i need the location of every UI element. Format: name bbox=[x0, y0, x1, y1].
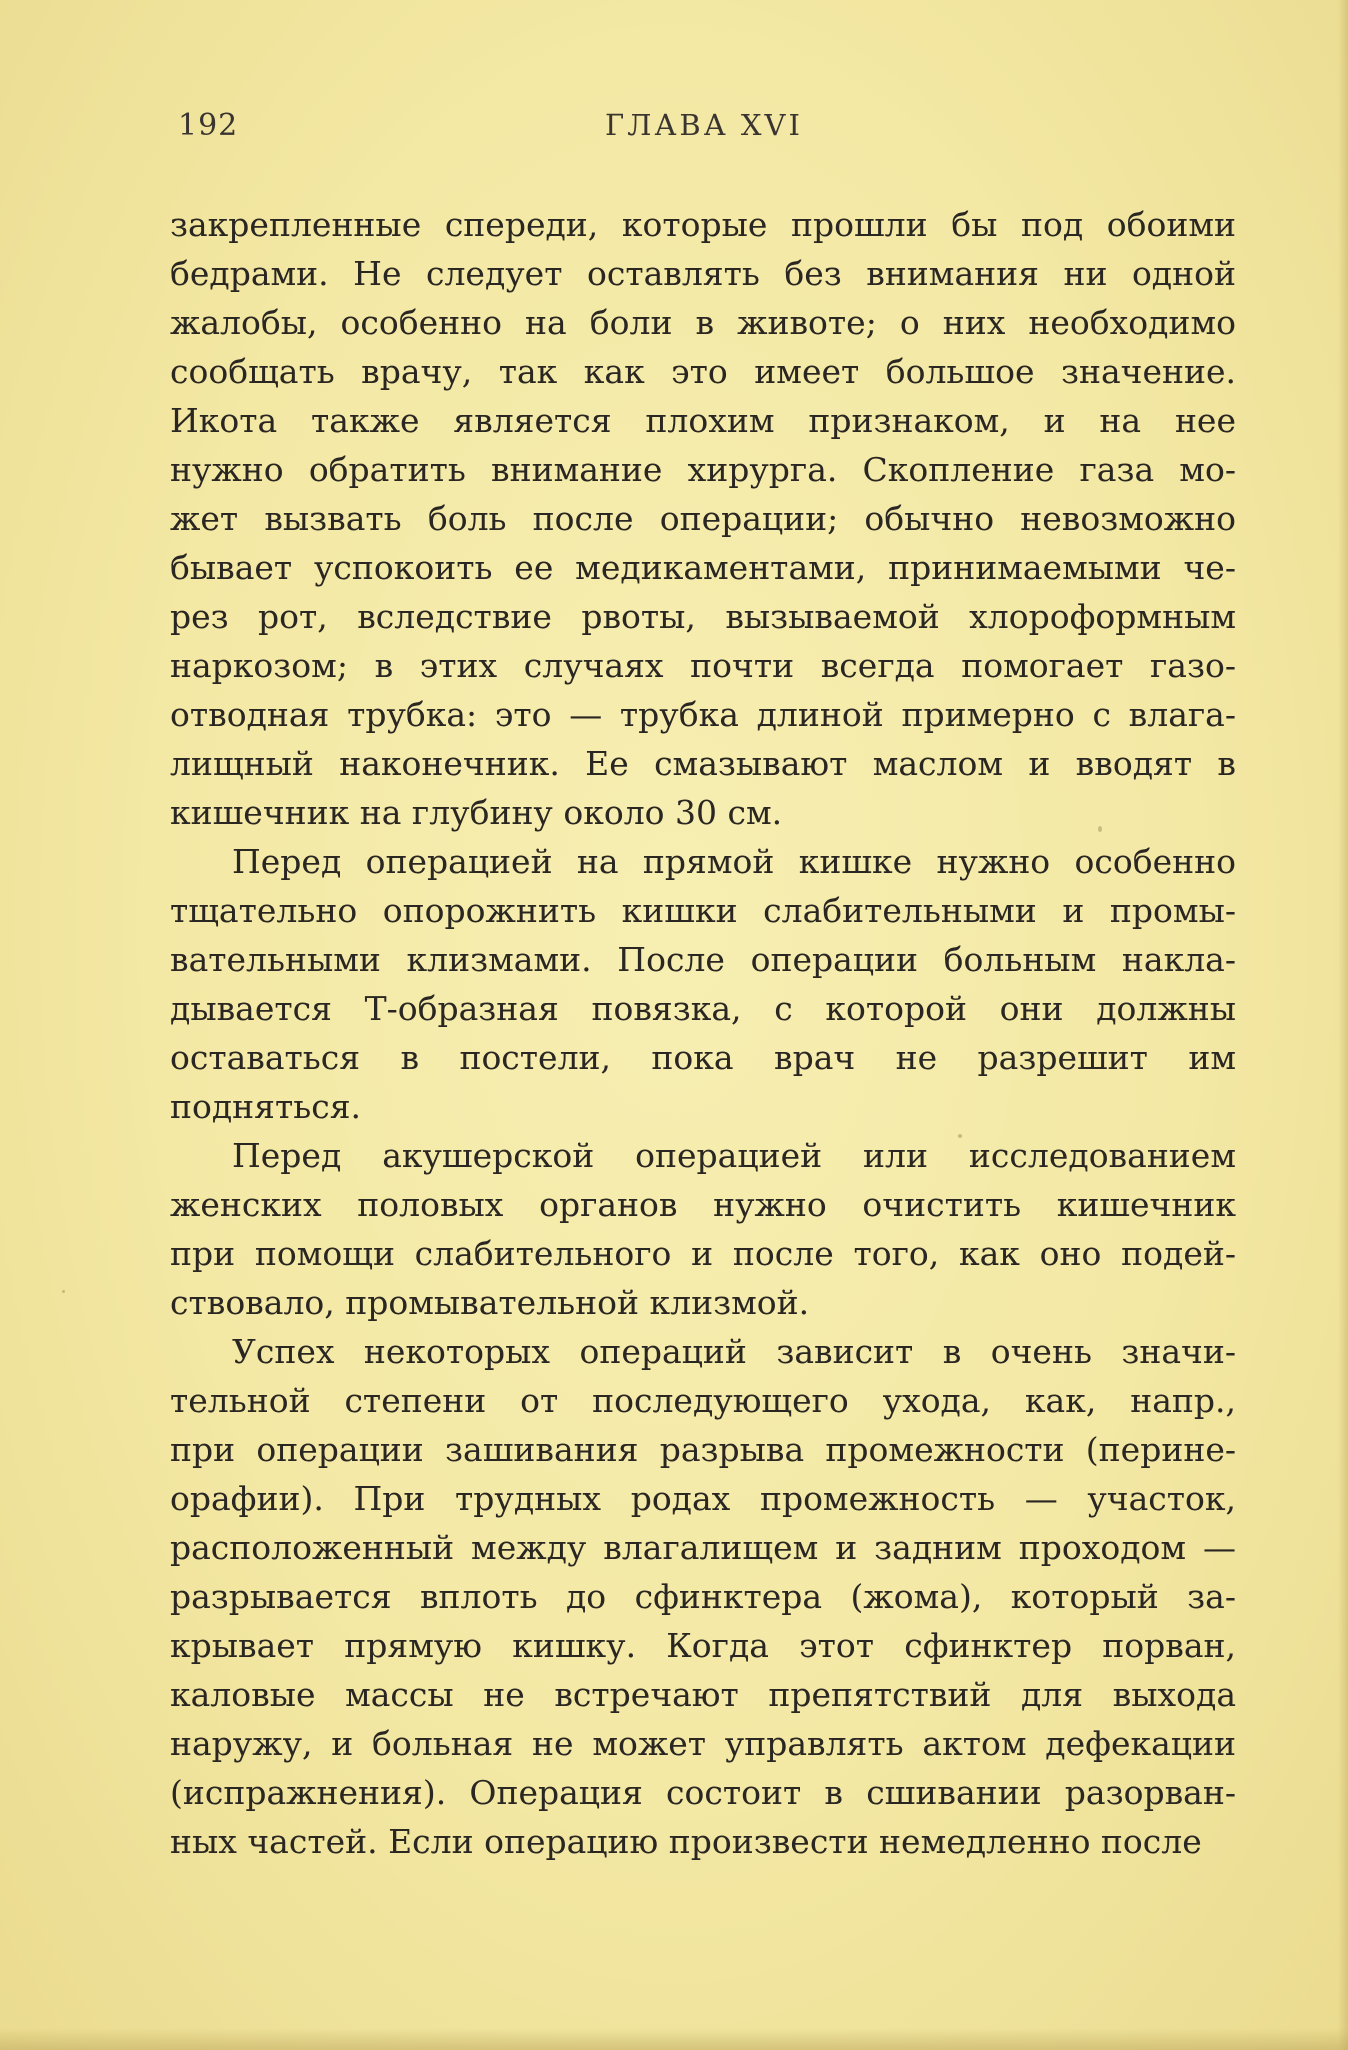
text-line: Перед операцией на прямой кишке нужно особенно bbox=[232, 842, 1236, 881]
text-line: подняться. bbox=[170, 1087, 362, 1126]
text-line: тельной степени от последующего ухода, как, напр., bbox=[170, 1381, 1236, 1420]
text-line: ных частей. Если операцию произвести немедленно после bbox=[170, 1822, 1202, 1861]
paragraph-1 bbox=[170, 200, 1236, 837]
text-line: расположенный между влагалищем и задним проходом — bbox=[170, 1528, 1236, 1567]
text-line: женских половых органов нужно очистить кишечник bbox=[170, 1185, 1236, 1224]
text-line: наружу, и больная не может управлять актом дефекации bbox=[170, 1724, 1236, 1763]
paragraph-2 bbox=[170, 837, 1236, 1131]
page-edge-shadow bbox=[0, 2028, 1348, 2050]
text-line: отводная трубка: это — трубка длиной примерно с влага- bbox=[170, 695, 1236, 734]
text-line: наркозом; в этих случаях почти всегда помогает газо- bbox=[170, 646, 1236, 685]
page-number: 192 bbox=[178, 108, 239, 143]
paragraph-3 bbox=[170, 1131, 1236, 1327]
text-line: рез рот, вследствие рвоты, вызываемой хлороформным bbox=[170, 597, 1236, 636]
text-line: вательными клизмами. После операции больным накла- bbox=[170, 940, 1236, 979]
text-line: при помощи слабительного и после того, как оно подей- bbox=[170, 1234, 1236, 1273]
text-line: сообщать врачу, так как это имеет большое значение. bbox=[170, 352, 1236, 391]
page-header bbox=[170, 108, 1238, 148]
running-head: ГЛАВА XVI bbox=[605, 108, 803, 142]
text-line: дывается Т-образная повязка, с которой они должны bbox=[170, 989, 1236, 1028]
paper-speck bbox=[958, 1134, 962, 1138]
text-line: жалобы, особенно на боли в животе; о них необходимо bbox=[170, 303, 1236, 342]
page-edge-shadow bbox=[1338, 0, 1348, 2050]
text-line: закрепленные спереди, которые прошли бы под обоими bbox=[170, 205, 1236, 244]
text-line: жет вызвать боль после операции; обычно невозможно bbox=[170, 499, 1236, 538]
text-line: каловые массы не встречают препятствий для выхода bbox=[170, 1675, 1236, 1714]
paper-speck bbox=[62, 1290, 65, 1293]
body-text bbox=[170, 200, 1236, 1866]
paper-speck bbox=[1098, 826, 1102, 832]
text-line: бывает успокоить ее медикаментами, принимаемыми че- bbox=[170, 548, 1236, 587]
text-line: ствовало, промывательной клизмой. bbox=[170, 1283, 810, 1322]
text-line: Успех некоторых операций зависит в очень значи- bbox=[232, 1332, 1236, 1371]
text-line: нужно обратить внимание хирурга. Скопление газа мо- bbox=[170, 450, 1236, 489]
text-line: при операции зашивания разрыва промежности (перине- bbox=[170, 1430, 1236, 1469]
text-line: кишечник на глубину около 30 см. bbox=[170, 793, 783, 832]
text-line: разрывается вплоть до сфинктера (жома), который за- bbox=[170, 1577, 1236, 1616]
text-line: крывает прямую кишку. Когда этот сфинктер порван, bbox=[170, 1626, 1236, 1665]
text-line: оставаться в постели, пока врач не разрешит им bbox=[170, 1038, 1236, 1077]
text-line: тщательно опорожнить кишки слабительными и промы- bbox=[170, 891, 1236, 930]
text-line: бедрами. Не следует оставлять без внимания ни одной bbox=[170, 254, 1236, 293]
paragraph-4 bbox=[170, 1327, 1236, 1866]
text-line: (испражнения). Операция состоит в сшивании разорван- bbox=[170, 1773, 1236, 1812]
text-line: Икота также является плохим признаком, и на нее bbox=[170, 401, 1236, 440]
text-line: Перед акушерской операцией или исследованием bbox=[232, 1136, 1236, 1175]
text-line: лищный наконечник. Ее смазывают маслом и вводят в bbox=[170, 744, 1236, 783]
text-line: орафии). При трудных родах промежность — участок, bbox=[170, 1479, 1236, 1518]
